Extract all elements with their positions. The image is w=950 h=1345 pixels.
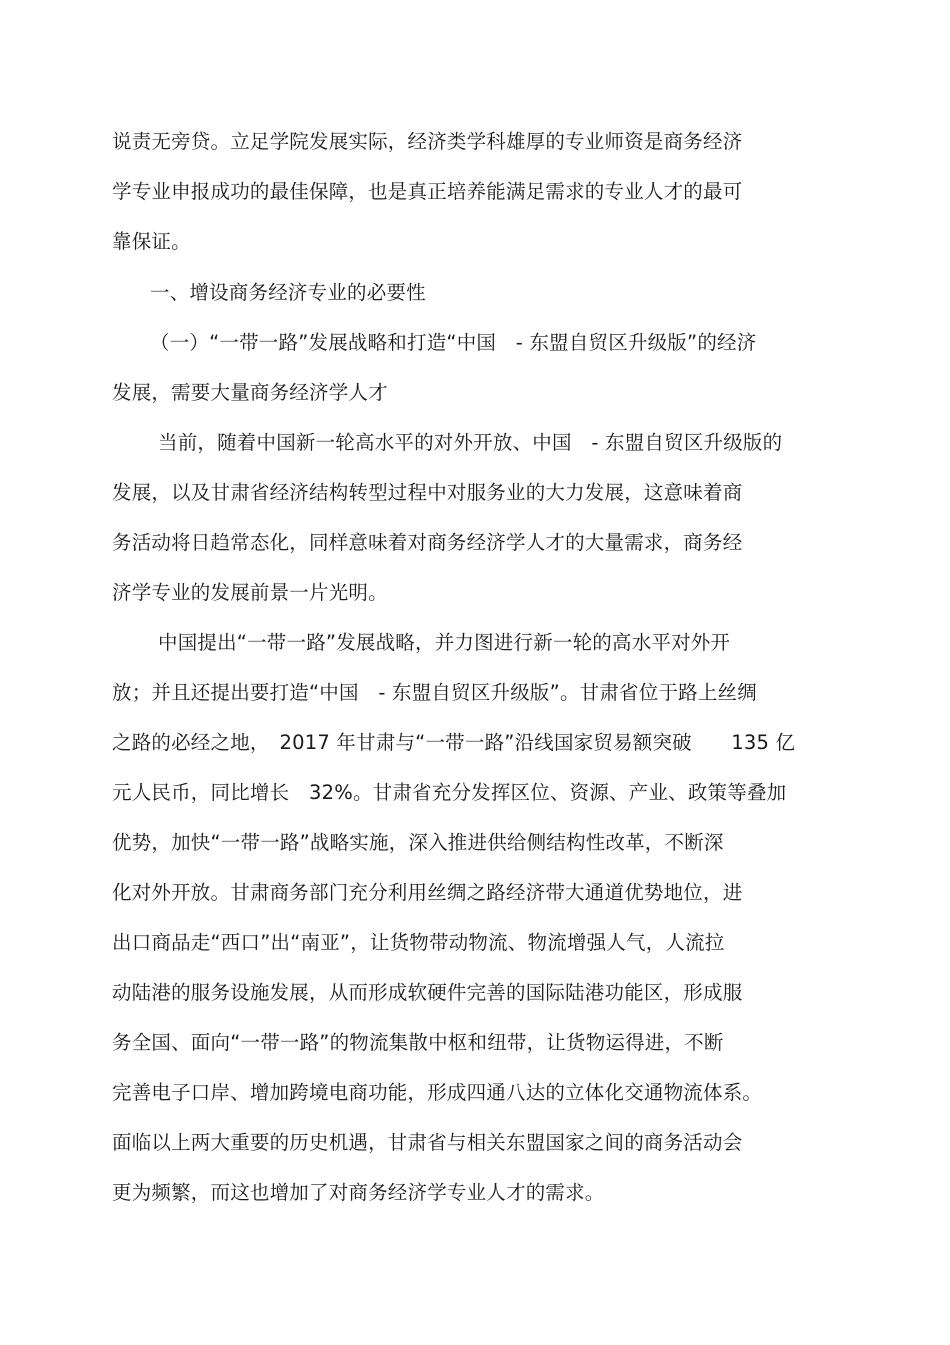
text-line: 更为频繁，而这也增加了对商务经济学专业人才的需求。 <box>112 1181 605 1204</box>
section-heading: 一、增设商务经济专业的必要性 <box>150 281 426 304</box>
text-line: 务活动将日趋常态化，同样意味着对商务经济学人才的大量需求，商务经 <box>112 531 743 554</box>
text-line: 济学专业的发展前景一片光明。 <box>112 581 388 604</box>
text-line: 发展，以及甘肃省经济结构转型过程中对服务业的大力发展，这意味着商 <box>112 481 743 504</box>
text-line: 动陆港的服务设施发展，从而形成软硬件完善的国际陆港功能区，形成服 <box>112 981 743 1004</box>
text-line: 务全国、面向“一带一路”的物流集散中枢和纽带，让货物运得进，不断 <box>112 1031 724 1054</box>
text-line: 优势，加快“一带一路”战略实施，深入推进供给侧结构性改革，不断深 <box>112 831 724 854</box>
text-line: 说责无旁贷。立足学院发展实际，经济类学科雄厚的专业师资是商务经济 <box>112 130 743 153</box>
subsection-heading: （一）“一带一路”发展战略和打造“中国 - 东盟自贸区升级版”的经济 <box>150 331 757 354</box>
text-line: 面临以上两大重要的历史机遇，甘肃省与相关东盟国家之间的商务活动会 <box>112 1131 743 1154</box>
text-line: 出口商品走“西口”出“南亚”，让货物带动物流、物流增强人气，人流拉 <box>112 931 725 954</box>
text-line: 完善电子口岸、增加跨境电商功能，形成四通八达的立体化交通物流体系。 <box>112 1081 763 1104</box>
text-line: 靠保证。 <box>112 230 191 253</box>
text-line: 中国提出“一带一路”发展战略，并力图进行新一轮的高水平对外开 <box>158 631 731 654</box>
text-line: 放；并且还提出要打造“中国 - 东盟自贸区升级版”。甘肃省位于路上丝绸 <box>112 681 757 704</box>
subsection-heading-continued: 发展，需要大量商务经济学人才 <box>112 381 388 404</box>
text-line: 元人民币，同比增长 32%。甘肃省充分发挥区位、资源、产业、政策等叠加 <box>112 781 787 804</box>
text-line: 化对外开放。甘肃商务部门充分利用丝绸之路经济带大通道优势地位，进 <box>112 881 743 904</box>
text-line: 学专业申报成功的最佳保障，也是真正培养能满足需求的专业人才的最可 <box>112 180 743 203</box>
text-line: 当前，随着中国新一轮高水平的对外开放、中国 - 东盟自贸区升级版的 <box>158 431 783 454</box>
text-line: 之路的必经之地， 2017 年甘肃与“一带一路”沿线国家贸易额突破 135 亿 <box>112 731 796 754</box>
